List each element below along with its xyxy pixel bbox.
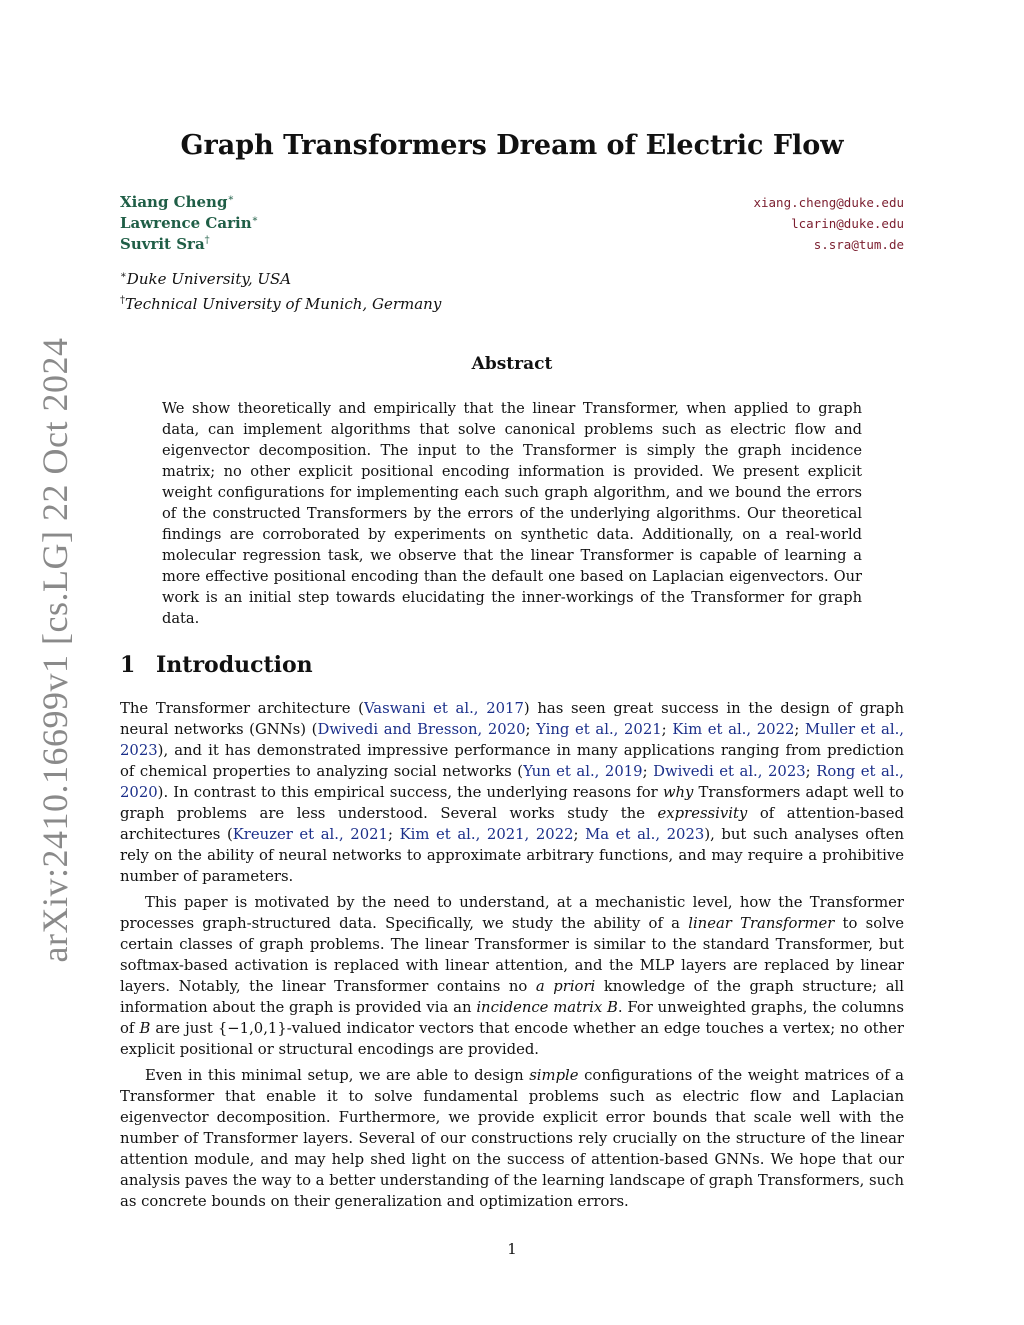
affiliations <box>120 265 441 315</box>
page-number: 1 <box>507 1240 517 1258</box>
emphasis-text: simple <box>529 1067 579 1084</box>
text-run: This paper is motivated by the need to understand, at a mechanistic level, how the Transformer processes graph-structured data. Specifically, we study the ability of a <box>120 894 904 932</box>
citation-link[interactable]: Yun et al., 2019 <box>523 763 643 780</box>
emphasis-text: linear Transformer <box>688 915 835 932</box>
text-run: knowledge of the graph structure; all information about the graph is provided via an <box>120 978 904 1016</box>
section-number: 1 <box>120 652 136 678</box>
author-name: Lawrence Carin∗ <box>120 214 259 232</box>
text-run: ; <box>525 721 537 738</box>
text-run: . For unweighted graphs, the columns of <box>120 999 904 1037</box>
introduction-body <box>120 698 904 1217</box>
citation-link[interactable]: Ying et al., 2021 <box>536 721 662 738</box>
emphasis-text: incidence matrix B <box>476 999 618 1016</box>
section-heading <box>120 652 313 678</box>
paragraph <box>120 892 904 1060</box>
text-run: ; <box>642 763 654 780</box>
text-run: ; <box>573 826 586 843</box>
citation-link[interactable]: Muller et al., 2023 <box>120 721 904 759</box>
text-run: ; <box>794 721 806 738</box>
text-run: ; <box>805 763 817 780</box>
author-email-link[interactable]: lcarin@duke.edu <box>791 216 904 231</box>
arxiv-identifier-stamp: arXiv:2410.16699v1 [cs.LG] 22 Oct 2024 <box>35 337 75 963</box>
abstract-text: We show theoretically and empirically that the linear Transformer, when applied to graph data, can implement algorithms that solve canonical problems such as electric flow and eigenvector decomposition. The input to the Transformer is simply the graph incidence matrix; no other explicit positional encoding information is provided. We present explicit weight configurations for implementing each such graph algorithm, and we bound the errors of the constructed Transformers by the errors of the underlying algorithms. Our theoretical findings are corroborated by experiments on synthetic data. Additionally, on a real-world molecular regression task, we observe that the linear Transformer is capable of learning a more effective positional encoding than the default one based on Laplacian eigenvectors. Our work is an initial step towards elucidating the inner-workings of the Transformer for graph data. <box>162 400 862 627</box>
text-run: ) has seen great success in the design of graph neural networks (GNNs) ( <box>120 700 904 738</box>
text-run: to solve certain classes of graph problems. The linear Transformer is similar to the standard Transformer, but softmax-based activation is replaced with linear attention, and the MLP layers are replaced by linear layers. Notably, the linear Transformer contains no <box>120 915 904 995</box>
citation-link[interactable]: Kim et al., 2021, 2022 <box>399 826 574 843</box>
emphasis-text: why <box>662 784 694 801</box>
author-row <box>120 214 904 235</box>
text-run: The Transformer architecture ( <box>120 700 364 717</box>
text-run: ; <box>387 826 400 843</box>
text-run: ), but such analyses often rely on the ability of neural networks to approximate arbitrary functions, and may require a prohibitive number of parameters. <box>120 826 904 885</box>
text-run: Transformers adapt well to graph problems are less understood. Several works study the <box>120 784 904 822</box>
affiliation: ∗Duke University, USA <box>120 270 292 288</box>
citation-link[interactable]: Dwivedi and Bresson, 2020 <box>317 721 526 738</box>
author-email-link[interactable]: xiang.cheng@duke.edu <box>753 195 904 210</box>
text-run: of attention-based architectures ( <box>120 805 904 843</box>
author-name: Suvrit Sra† <box>120 235 210 253</box>
affiliation: †Technical University of Munich, Germany <box>120 295 442 313</box>
abstract-heading: Abstract <box>471 354 553 374</box>
citation-link[interactable]: Ma et al., 2023 <box>585 826 705 843</box>
text-run: ). In contrast to this empirical success, the underlying reasons for <box>157 784 663 801</box>
author-email-link[interactable]: s.sra@tum.de <box>813 237 904 252</box>
text-run: Even in this minimal setup, we are able to design <box>145 1067 530 1084</box>
section-title: Introduction <box>156 652 313 678</box>
citation-link[interactable]: Kreuzer et al., 2021 <box>232 826 388 843</box>
text-run: configurations of the weight matrices of a Transformer that enable it to solve fundamental problems such as electric flow and Laplacian eigenvector decomposition. Furthermore, we provide explicit error bounds that scale well with the number of Transformer layers. Several of our constructions rely crucially on the structure of the linear attention module, and may help shed light on the success of attention-based GNNs. We hope that our analysis paves the way to a better understanding of the learning landscape of graph Transformers, such as concrete bounds on their generalization and optimization errors. <box>120 1067 904 1210</box>
citation-link[interactable]: Kim et al., 2022 <box>672 721 795 738</box>
emphasis-text: expressivity <box>657 805 748 822</box>
emphasis-text: a priori <box>535 978 596 995</box>
author-row <box>120 235 904 256</box>
citation-link[interactable]: Rong et al., 2020 <box>120 763 904 801</box>
paragraph <box>120 1065 904 1212</box>
text-run: are just {−1,0,1}-valued indicator vectors that encode whether an edge touches a vertex; no other explicit positional or structural encodings are provided. <box>120 1020 904 1058</box>
author-row <box>120 193 904 214</box>
paper-title: Graph Transformers Dream of Electric Flow <box>180 130 844 161</box>
text-run: ), and it has demonstrated impressive performance in many applications ranging from prediction of chemical properties to analyzing social networks ( <box>120 742 904 780</box>
emphasis-text: B <box>139 1020 151 1037</box>
citation-link[interactable]: Dwivedi et al., 2023 <box>653 763 806 780</box>
citation-link[interactable]: Vaswani et al., 2017 <box>363 700 524 717</box>
author-block <box>120 193 904 256</box>
author-name: Xiang Cheng∗ <box>120 193 235 211</box>
paragraph <box>120 698 904 887</box>
text-run: ; <box>661 721 673 738</box>
